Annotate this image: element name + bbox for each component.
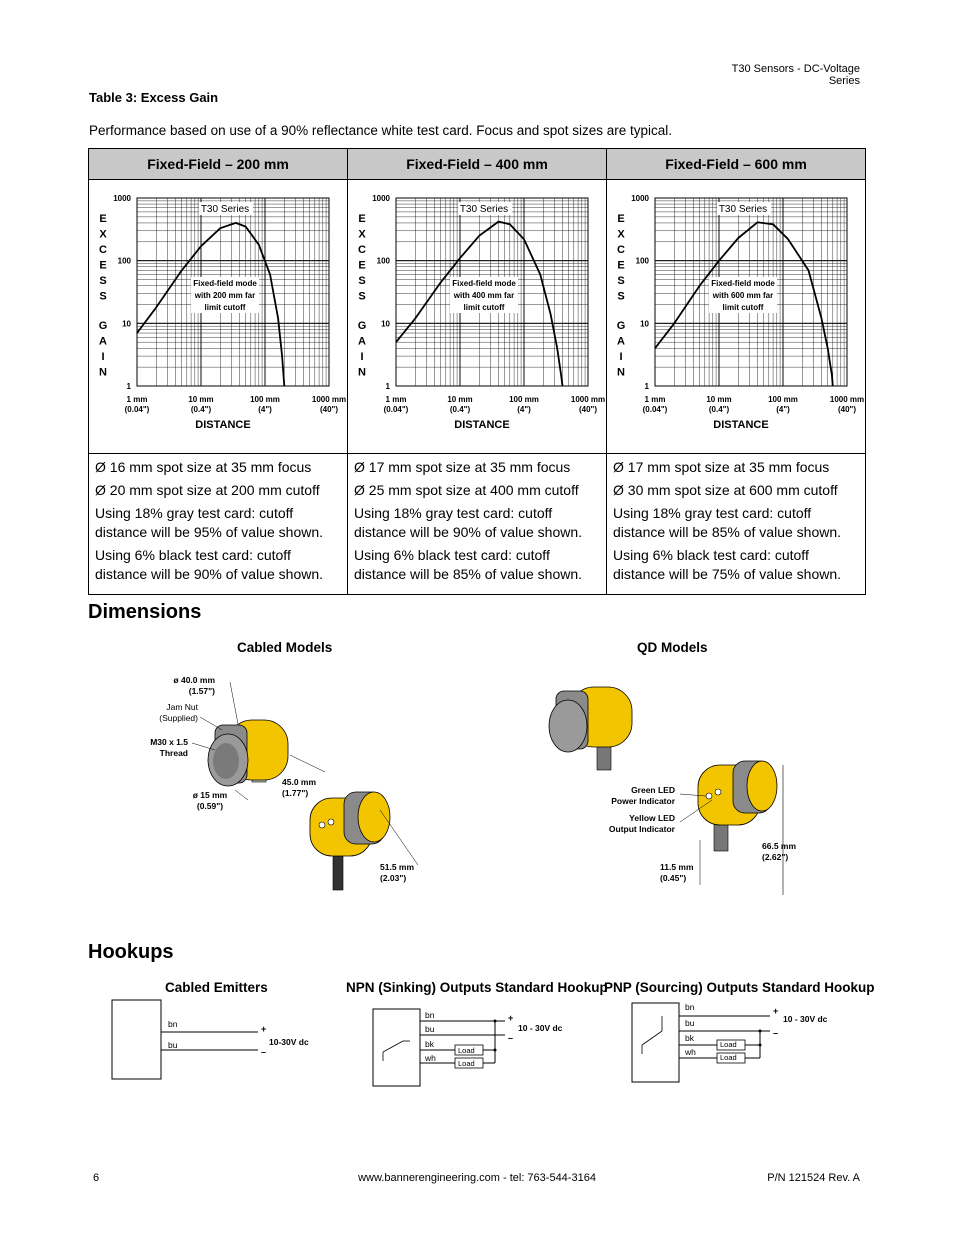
notes-cell-200 xyxy=(89,454,348,595)
emitter-wiring-diagram xyxy=(112,1000,309,1079)
x-tick-label-inches: (4") xyxy=(776,405,790,414)
svg-text:–: – xyxy=(773,1028,779,1038)
x-tick-label: 1000 mm xyxy=(311,395,347,404)
series-label: T30 Series xyxy=(200,204,250,215)
x-tick-label-inches: (40") xyxy=(837,405,857,414)
note: Using 18% gray test card: cutoff distance will be 95% of value shown. xyxy=(95,505,324,540)
note: Ø 25 mm spot size at 400 mm cutoff xyxy=(354,482,579,498)
y-axis-title-letter: E xyxy=(617,213,625,225)
note: Ø 30 mm spot size at 600 mm cutoff xyxy=(613,482,838,498)
annotation-text: Fixed-field mode xyxy=(452,279,516,288)
y-axis-title-letter: A xyxy=(99,335,107,348)
x-tick-label-inches: (4") xyxy=(258,405,272,414)
y-axis-title-letter: N xyxy=(99,366,107,379)
y-tick-label: 1000 xyxy=(631,194,649,203)
x-tick-label: 10 mm xyxy=(447,395,473,404)
x-tick-label-inches: (40") xyxy=(319,405,339,414)
x-tick-label: 100 mm xyxy=(509,395,539,404)
chart-cell-600 xyxy=(607,180,866,454)
svg-text:–: – xyxy=(261,1047,267,1057)
y-axis-title-letter: I xyxy=(360,351,364,363)
y-axis-title-letter: X xyxy=(99,228,107,241)
y-axis-title-letter: S xyxy=(99,275,107,287)
label-d66: 66.5 mm (2.62") xyxy=(762,841,797,862)
series-label: T30 Series xyxy=(718,204,768,215)
y-axis-title-letter: C xyxy=(358,244,366,256)
y-axis-title-letter: G xyxy=(357,320,367,332)
y-axis-title-letter: S xyxy=(617,290,625,303)
svg-text:bk: bk xyxy=(685,1033,694,1043)
x-axis-title: DISTANCE xyxy=(454,419,510,431)
y-tick-label: 10 xyxy=(122,319,131,329)
y-axis-title-letter: X xyxy=(617,228,625,241)
dimensions-drawing xyxy=(0,660,954,910)
y-tick-label: 100 xyxy=(635,256,649,266)
y-axis-title-letter: E xyxy=(99,213,107,225)
x-tick-label: 10 mm xyxy=(188,395,214,404)
note: Using 18% gray test card: cutoff distance will be 85% of value shown. xyxy=(613,505,842,540)
x-axis-title: DISTANCE xyxy=(713,419,769,431)
y-tick-label: 100 xyxy=(376,256,390,266)
hookups-heading: Hookups xyxy=(88,941,174,963)
footer-part-number: P/N 121524 Rev. A xyxy=(767,1172,860,1184)
note: Using 6% black test card: cutoff distance will be 90% of value shown. xyxy=(95,547,324,582)
label-d15: ø 15 mm (0.59") xyxy=(192,790,228,811)
chart-cell-200 xyxy=(89,180,348,454)
svg-text:10 - 30V dc: 10 - 30V dc xyxy=(518,1023,563,1033)
npn-hookup-title: NPN (Sinking) Outputs Standard Hookup xyxy=(346,980,608,995)
x-tick-label-inches: (0.04") xyxy=(642,405,668,414)
x-tick-label-inches: (4") xyxy=(517,405,531,414)
svg-text:bu: bu xyxy=(425,1024,435,1034)
svg-text:Load: Load xyxy=(720,1040,737,1049)
svg-text:Load: Load xyxy=(720,1053,737,1062)
notes-cell-600 xyxy=(607,454,866,595)
svg-text:+: + xyxy=(508,1013,514,1023)
note: Ø 16 mm spot size at 35 mm focus xyxy=(95,459,312,475)
x-tick-label-inches: (0.04") xyxy=(124,405,150,414)
label-diam40: ø 40.0 mm (1.57") xyxy=(173,675,215,696)
excess-gain-chart-400 xyxy=(348,180,606,448)
page-number: 6 xyxy=(93,1172,100,1184)
y-axis-title-letter: E xyxy=(358,213,366,225)
label-green-led: Green LED Power Indicator xyxy=(611,785,675,806)
x-tick-label: 100 mm xyxy=(768,395,798,404)
label-yellow-led: Yellow LED Output Indicator xyxy=(608,813,675,834)
annotation-text: limit cutoff xyxy=(722,303,764,312)
x-tick-label: 1 mm xyxy=(126,395,148,404)
excess-gain-chart-600 xyxy=(607,180,865,448)
x-tick-label: 1000 mm xyxy=(829,395,865,404)
y-axis-title-letter: C xyxy=(617,244,625,256)
x-tick-label: 100 mm xyxy=(250,395,280,404)
x-tick-label-inches: (0.4") xyxy=(708,405,730,414)
label-d45: 45.0 mm (1.77") xyxy=(282,777,317,798)
svg-text:bu: bu xyxy=(685,1018,695,1028)
y-axis-title-letter: S xyxy=(358,290,366,303)
x-tick-label: 1 mm xyxy=(385,395,407,404)
excess-gain-chart-200 xyxy=(89,180,347,448)
column-heading-400: Fixed-Field – 400 mm xyxy=(348,149,607,180)
annotation-text: limit cutoff xyxy=(204,303,246,312)
annotation-text: with 200 mm far xyxy=(194,291,256,300)
note: Using 6% black test card: cutoff distance will be 85% of value shown. xyxy=(354,547,583,582)
y-tick-label: 1 xyxy=(644,382,649,391)
y-axis-title-letter: N xyxy=(617,366,625,379)
svg-text:Load: Load xyxy=(458,1046,475,1055)
y-tick-label: 1000 xyxy=(372,194,390,203)
x-tick-label: 10 mm xyxy=(706,395,732,404)
y-tick-label: 10 xyxy=(640,319,649,329)
y-axis-title-letter: A xyxy=(358,335,366,348)
dimensions-heading: Dimensions xyxy=(88,601,202,623)
pnp-wiring-diagram xyxy=(632,1002,828,1082)
y-axis-title-letter: S xyxy=(358,275,366,287)
annotation-text: with 600 mm far xyxy=(712,291,774,300)
column-heading-200: Fixed-Field – 200 mm xyxy=(89,149,348,180)
y-axis-title-letter: I xyxy=(619,351,623,363)
note: Using 6% black test card: cutoff distance will be 75% of value shown. xyxy=(613,547,842,582)
y-axis-title-letter: X xyxy=(358,228,366,241)
qd-sensor-side xyxy=(680,761,783,895)
svg-text:bn: bn xyxy=(685,1002,695,1012)
y-axis-title-letter: N xyxy=(358,366,366,379)
footer-contact: www.bannerengineering.com - tel: 763-544-3164 xyxy=(358,1172,596,1184)
svg-text:bn: bn xyxy=(425,1010,435,1020)
document-series-header: T30 Sensors - DC-Voltage Series xyxy=(731,63,860,87)
column-heading-600: Fixed-Field – 600 mm xyxy=(607,149,866,180)
svg-text:+: + xyxy=(261,1024,267,1034)
y-axis-title-letter: S xyxy=(617,275,625,287)
qd-sensor-front xyxy=(549,687,632,770)
hookup-diagrams xyxy=(0,995,954,1095)
y-tick-label: 10 xyxy=(381,319,390,329)
x-axis-title: DISTANCE xyxy=(195,419,251,431)
svg-text:10 - 30V dc: 10 - 30V dc xyxy=(783,1014,828,1024)
x-tick-label-inches: (0.04") xyxy=(383,405,409,414)
y-axis-title-letter: G xyxy=(616,320,626,332)
x-tick-label-inches: (0.4") xyxy=(190,405,212,414)
npn-wiring-diagram xyxy=(373,1009,563,1086)
y-axis-title-letter: I xyxy=(101,351,105,363)
y-axis-title-letter: E xyxy=(99,259,107,272)
annotation-text: limit cutoff xyxy=(463,303,505,312)
table-title: Table 3: Excess Gain xyxy=(89,90,219,105)
y-tick-label: 1 xyxy=(385,382,390,391)
note: Using 18% gray test card: cutoff distance will be 90% of value shown. xyxy=(354,505,583,540)
svg-text:Load: Load xyxy=(458,1059,475,1068)
svg-text:bu: bu xyxy=(168,1040,178,1050)
cabled-models-title: Cabled Models xyxy=(237,640,333,655)
qd-models-title: QD Models xyxy=(637,640,708,655)
y-axis-title-letter: C xyxy=(99,244,107,256)
excess-gain-table xyxy=(88,148,866,595)
series-label: T30 Series xyxy=(459,204,509,215)
annotation-text: Fixed-field mode xyxy=(193,279,257,288)
label-d11: 11.5 mm (0.45") xyxy=(660,862,694,883)
x-tick-label-inches: (40") xyxy=(578,405,598,414)
y-axis-title-letter: E xyxy=(358,259,366,272)
svg-text:wh: wh xyxy=(685,1047,696,1057)
svg-text:–: – xyxy=(508,1033,514,1043)
note: Ø 20 mm spot size at 200 mm cutoff xyxy=(95,482,320,498)
y-axis-title-letter: G xyxy=(98,320,108,332)
svg-text:10-30V dc: 10-30V dc xyxy=(269,1037,309,1047)
x-tick-label-inches: (0.4") xyxy=(449,405,471,414)
svg-text:bk: bk xyxy=(425,1039,434,1049)
pnp-hookup-title: PNP (Sourcing) Outputs Standard Hookup xyxy=(604,980,875,995)
label-d51: 51.5 mm (2.03") xyxy=(380,862,415,883)
table-intro: Performance based on use of a 90% reflectance white test card. Focus and spot sizes are typical. xyxy=(89,123,673,138)
annotation-text: Fixed-field mode xyxy=(711,279,775,288)
cabled-emitters-title: Cabled Emitters xyxy=(165,980,268,995)
svg-text:wh: wh xyxy=(425,1053,436,1063)
note: Ø 17 mm spot size at 35 mm focus xyxy=(354,459,571,475)
label-jam-nut: Jam Nut (Supplied) xyxy=(159,702,198,723)
chart-cell-400 xyxy=(348,180,607,454)
note: Ø 17 mm spot size at 35 mm focus xyxy=(613,459,830,475)
annotation-text: with 400 mm far xyxy=(453,291,515,300)
svg-text:bn: bn xyxy=(168,1019,178,1029)
svg-text:+: + xyxy=(773,1006,779,1016)
x-tick-label: 1 mm xyxy=(644,395,666,404)
y-axis-title-letter: S xyxy=(99,290,107,303)
y-tick-label: 1 xyxy=(126,382,131,391)
label-thread: M30 x 1.5 Thread xyxy=(150,737,188,758)
notes-cell-400 xyxy=(348,454,607,595)
y-tick-label: 1000 xyxy=(113,194,131,203)
y-tick-label: 100 xyxy=(117,256,131,266)
y-axis-title-letter: A xyxy=(617,335,625,348)
y-axis-title-letter: E xyxy=(617,259,625,272)
x-tick-label: 1000 mm xyxy=(570,395,606,404)
